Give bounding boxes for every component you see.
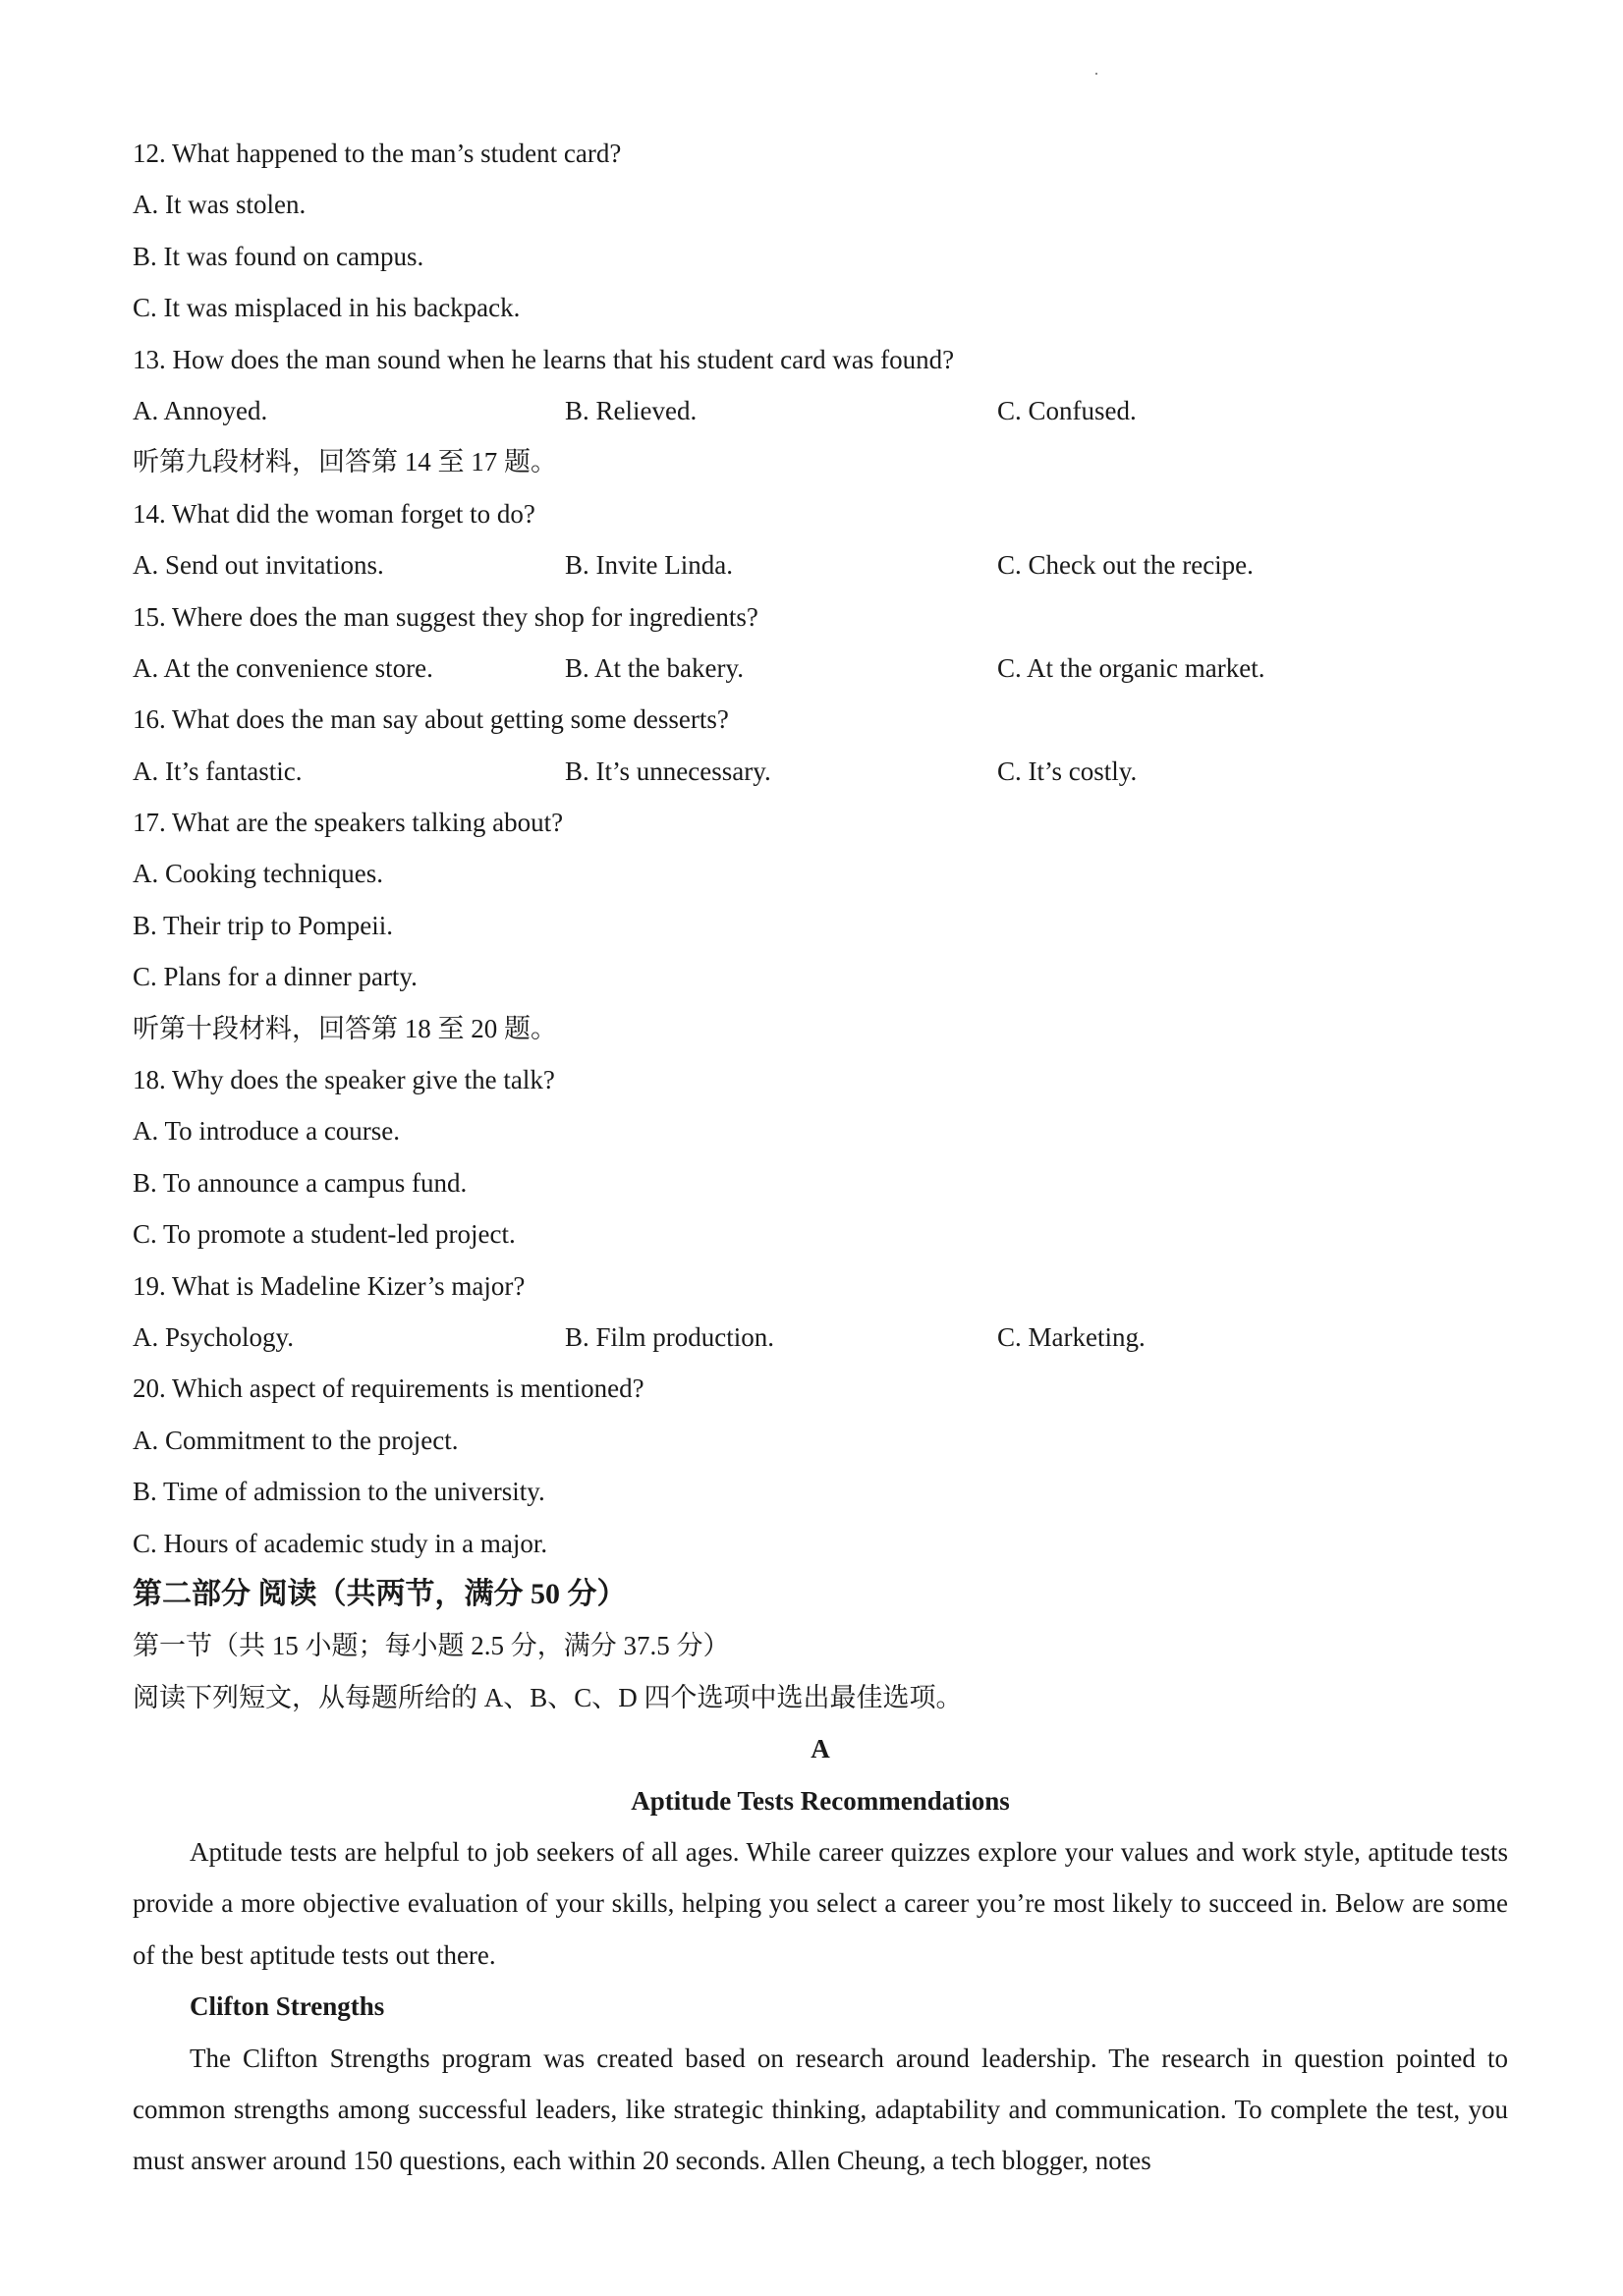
options-row	[133, 1312, 1508, 1363]
question-stem: 15. Where does the man suggest they shop for ingredients?	[133, 601, 758, 632]
question-19	[133, 1260, 1508, 1364]
option-c: C. Confused.	[997, 395, 1137, 425]
option-a: A. To introduce a course.	[133, 1116, 401, 1147]
option-b: B. Film production.	[565, 1321, 775, 1352]
question-stem: 13. How does the man sound when he learns that his student card was found?	[133, 344, 955, 374]
option-a: A. At the convenience store.	[133, 652, 433, 683]
option-c: C. Check out the recipe.	[997, 550, 1254, 581]
question-16	[133, 694, 1508, 797]
option-a: A. Annoyed.	[133, 395, 268, 425]
option-b: B. At the bakery.	[565, 652, 744, 683]
option-b: B. It was found on campus.	[133, 241, 424, 271]
option-a: A. Psychology.	[133, 1321, 295, 1352]
reading-instruction: 阅读下列短文，从每题所给的 A、B、C、D 四个选项中选出最佳选项。	[133, 1682, 963, 1712]
option-a: A. Commitment to the project.	[133, 1425, 459, 1455]
passage-intro-paragraph: Aptitude tests are helpful to job seekers of all ages. While career quizzes explore your values and work style, aptitude tests provide a more objective evaluation of your skills, helping you select a career you’re most likely to succeed in. Below are some of the best aptitude tests out there.	[133, 1836, 1508, 1970]
option-c: C. Marketing.	[997, 1321, 1146, 1352]
options-row	[133, 643, 1508, 694]
passage-title: Aptitude Tests Recommendations	[631, 1785, 1010, 1816]
part-two-heading: 第二部分 阅读（共两节，满分 50 分）	[133, 1577, 627, 1610]
question-15	[133, 591, 1508, 695]
instruction-section-9: 听第九段材料，回答第 14 至 17 题。	[133, 447, 557, 477]
section-one-heading: 第一节（共 15 小题；每小题 2.5 分，满分 37.5 分）	[133, 1631, 730, 1661]
question-stem: 17. What are the speakers talking about?	[133, 808, 564, 838]
options-row	[133, 539, 1508, 590]
question-stem: 16. What does the man say about getting some desserts?	[133, 704, 729, 735]
question-stem: 18. Why does the speaker give the talk?	[133, 1065, 555, 1095]
option-a: A. Cooking techniques.	[133, 859, 383, 889]
question-stem: 12. What happened to the man’s student card?	[133, 139, 622, 168]
question-18	[133, 1054, 1508, 1260]
option-c: C. To promote a student-led project.	[133, 1219, 516, 1250]
option-b: B. Time of admission to the university.	[133, 1477, 545, 1507]
question-stem: 20. Which aspect of requirements is mentioned?	[133, 1373, 644, 1404]
question-13	[133, 334, 1508, 437]
option-b: B. It’s unnecessary.	[565, 756, 771, 786]
question-20	[133, 1363, 1508, 1569]
instruction-section-10: 听第十段材料，回答第 18 至 20 题。	[133, 1013, 557, 1043]
exam-page	[133, 128, 1508, 2187]
options-row	[133, 746, 1508, 797]
option-c: C. Plans for a dinner party.	[133, 962, 418, 992]
option-b: B. Invite Linda.	[565, 550, 733, 581]
option-c: C. At the organic market.	[997, 652, 1265, 683]
question-stem: 19. What is Madeline Kizer’s major?	[133, 1270, 526, 1301]
option-a: A. Send out invitations.	[133, 550, 384, 581]
question-17	[133, 797, 1508, 1003]
passage-subheading: Clifton Strengths	[190, 1991, 385, 2022]
option-c: C. Hours of academic study in a major.	[133, 1528, 548, 1558]
option-c: C. It was misplaced in his backpack.	[133, 293, 521, 323]
passage-letter: A	[811, 1734, 830, 1764]
option-a: A. It’s fantastic.	[133, 756, 303, 786]
option-c: C. It’s costly.	[997, 756, 1138, 786]
option-b: B. Their trip to Pompeii.	[133, 910, 393, 940]
question-stem: 14. What did the woman forget to do?	[133, 498, 535, 529]
option-b: B. To announce a campus fund.	[133, 1167, 468, 1198]
question-14	[133, 488, 1508, 591]
options-row	[133, 385, 1508, 436]
option-a: A. It was stolen.	[133, 190, 307, 220]
option-b: B. Relieved.	[565, 395, 698, 425]
question-12	[133, 128, 1508, 334]
passage-body-paragraph: The Clifton Strengths program was created based on research around leadership. The research in question pointed to common strengths among successful leaders, like strategic thinking, adaptability and communication. To complete the test, you must answer around 150 questions, each within 20 seconds. Allen Cheung, a tech blogger, notes	[133, 2043, 1508, 2176]
scan-dot	[1095, 73, 1097, 75]
